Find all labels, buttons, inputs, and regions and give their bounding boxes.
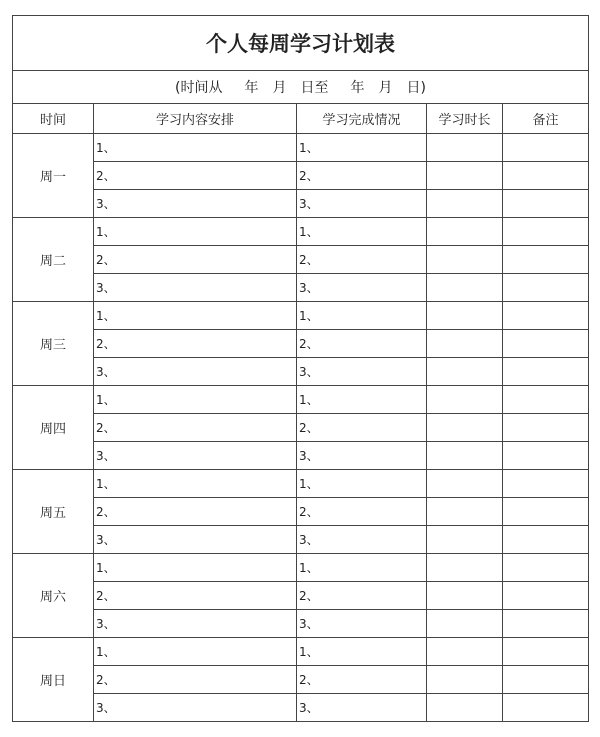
content-cell[interactable]: 1、 — [94, 638, 297, 666]
completion-cell[interactable]: 3、 — [297, 526, 427, 554]
notes-cell[interactable] — [503, 190, 589, 218]
duration-cell[interactable] — [427, 582, 503, 610]
table-row — [13, 554, 589, 582]
content-cell[interactable]: 3、 — [94, 694, 297, 722]
completion-cell[interactable]: 1、 — [297, 302, 427, 330]
content-cell[interactable]: 1、 — [94, 554, 297, 582]
content-cell[interactable]: 1、 — [94, 386, 297, 414]
day-label: 周二 — [13, 218, 94, 302]
completion-cell[interactable]: 2、 — [297, 498, 427, 526]
table-row — [13, 470, 589, 498]
content-cell[interactable]: 3、 — [94, 610, 297, 638]
notes-cell[interactable] — [503, 134, 589, 162]
notes-cell[interactable] — [503, 386, 589, 414]
table-row — [13, 666, 589, 694]
notes-cell[interactable] — [503, 582, 589, 610]
duration-cell[interactable] — [427, 666, 503, 694]
header-content: 学习内容安排 — [94, 104, 297, 134]
table-row — [13, 274, 589, 302]
table-row — [13, 358, 589, 386]
duration-cell[interactable] — [427, 358, 503, 386]
completion-cell[interactable]: 1、 — [297, 470, 427, 498]
table-row — [13, 694, 589, 722]
notes-cell[interactable] — [503, 470, 589, 498]
content-cell[interactable]: 3、 — [94, 190, 297, 218]
notes-cell[interactable] — [503, 218, 589, 246]
notes-cell[interactable] — [503, 638, 589, 666]
duration-cell[interactable] — [427, 218, 503, 246]
table-row — [13, 386, 589, 414]
duration-cell[interactable] — [427, 638, 503, 666]
day-label: 周六 — [13, 554, 94, 638]
date-year-2: 年 — [350, 80, 365, 96]
completion-cell[interactable]: 3、 — [297, 610, 427, 638]
table-row — [13, 610, 589, 638]
completion-cell[interactable]: 1、 — [297, 134, 427, 162]
duration-cell[interactable] — [427, 302, 503, 330]
table-row — [13, 638, 589, 666]
date-range-line — [13, 71, 589, 104]
date-year-1: 年 — [244, 80, 259, 96]
duration-cell[interactable] — [427, 694, 503, 722]
duration-cell[interactable] — [427, 162, 503, 190]
table-row — [13, 442, 589, 470]
table-row — [13, 414, 589, 442]
header-duration: 学习时长 — [427, 104, 503, 134]
completion-cell[interactable]: 2、 — [297, 246, 427, 274]
content-cell[interactable]: 3、 — [94, 442, 297, 470]
table-row — [13, 526, 589, 554]
duration-cell[interactable] — [427, 134, 503, 162]
date-day-2: 日) — [406, 80, 426, 96]
table-row — [13, 190, 589, 218]
completion-cell[interactable]: 1、 — [297, 218, 427, 246]
content-cell[interactable]: 3、 — [94, 526, 297, 554]
page-title: 个人每周学习计划表 — [13, 16, 589, 71]
table-row — [13, 582, 589, 610]
notes-cell[interactable] — [503, 302, 589, 330]
completion-cell[interactable]: 1、 — [297, 554, 427, 582]
day-label: 周三 — [13, 302, 94, 386]
notes-cell[interactable] — [503, 246, 589, 274]
content-cell[interactable]: 3、 — [94, 274, 297, 302]
notes-cell[interactable] — [503, 666, 589, 694]
completion-cell[interactable]: 2、 — [297, 666, 427, 694]
content-cell[interactable]: 3、 — [94, 358, 297, 386]
duration-cell[interactable] — [427, 442, 503, 470]
content-cell[interactable]: 2、 — [94, 414, 297, 442]
date-day-to: 日至 — [300, 80, 329, 96]
notes-cell[interactable] — [503, 358, 589, 386]
completion-cell[interactable]: 3、 — [297, 358, 427, 386]
duration-cell[interactable] — [427, 414, 503, 442]
table-row — [13, 330, 589, 358]
day-label: 周四 — [13, 386, 94, 470]
header-completion: 学习完成情况 — [297, 104, 427, 134]
duration-cell[interactable] — [427, 386, 503, 414]
date-range-open: (时间从 — [175, 80, 223, 96]
table-row — [13, 498, 589, 526]
header-notes: 备注 — [503, 104, 589, 134]
date-month-2: 月 — [378, 80, 393, 96]
day-label: 周一 — [13, 134, 94, 218]
content-cell[interactable]: 1、 — [94, 302, 297, 330]
table-row — [13, 302, 589, 330]
day-label: 周五 — [13, 470, 94, 554]
completion-cell[interactable]: 2、 — [297, 582, 427, 610]
table-row — [13, 246, 589, 274]
title-row — [13, 16, 589, 71]
duration-cell[interactable] — [427, 526, 503, 554]
completion-cell[interactable]: 2、 — [297, 162, 427, 190]
subtitle-row — [13, 71, 589, 104]
completion-cell[interactable]: 3、 — [297, 274, 427, 302]
notes-cell[interactable] — [503, 414, 589, 442]
content-cell[interactable]: 2、 — [94, 330, 297, 358]
content-cell[interactable]: 2、 — [94, 162, 297, 190]
notes-cell[interactable] — [503, 162, 589, 190]
content-cell[interactable]: 2、 — [94, 498, 297, 526]
content-cell[interactable]: 2、 — [94, 582, 297, 610]
notes-cell[interactable] — [503, 554, 589, 582]
duration-cell[interactable] — [427, 274, 503, 302]
duration-cell[interactable] — [427, 330, 503, 358]
weekly-study-plan-table — [12, 15, 589, 722]
notes-cell[interactable] — [503, 694, 589, 722]
header-time: 时间 — [13, 104, 94, 134]
duration-cell[interactable] — [427, 246, 503, 274]
content-cell[interactable]: 2、 — [94, 666, 297, 694]
notes-cell[interactable] — [503, 442, 589, 470]
completion-cell[interactable]: 3、 — [297, 442, 427, 470]
completion-cell[interactable]: 1、 — [297, 638, 427, 666]
completion-cell[interactable]: 2、 — [297, 414, 427, 442]
table-row — [13, 162, 589, 190]
content-cell[interactable]: 1、 — [94, 218, 297, 246]
content-cell[interactable]: 1、 — [94, 470, 297, 498]
duration-cell[interactable] — [427, 610, 503, 638]
header-row — [13, 104, 589, 134]
content-cell[interactable]: 1、 — [94, 134, 297, 162]
notes-cell[interactable] — [503, 610, 589, 638]
completion-cell[interactable]: 2、 — [297, 330, 427, 358]
notes-cell[interactable] — [503, 526, 589, 554]
table-row — [13, 218, 589, 246]
day-label: 周日 — [13, 638, 94, 722]
duration-cell[interactable] — [427, 190, 503, 218]
notes-cell[interactable] — [503, 274, 589, 302]
notes-cell[interactable] — [503, 330, 589, 358]
completion-cell[interactable]: 3、 — [297, 694, 427, 722]
duration-cell[interactable] — [427, 554, 503, 582]
completion-cell[interactable]: 1、 — [297, 386, 427, 414]
duration-cell[interactable] — [427, 498, 503, 526]
notes-cell[interactable] — [503, 498, 589, 526]
date-month-1: 月 — [272, 80, 287, 96]
table-row — [13, 134, 589, 162]
duration-cell[interactable] — [427, 470, 503, 498]
content-cell[interactable]: 2、 — [94, 246, 297, 274]
completion-cell[interactable]: 3、 — [297, 190, 427, 218]
